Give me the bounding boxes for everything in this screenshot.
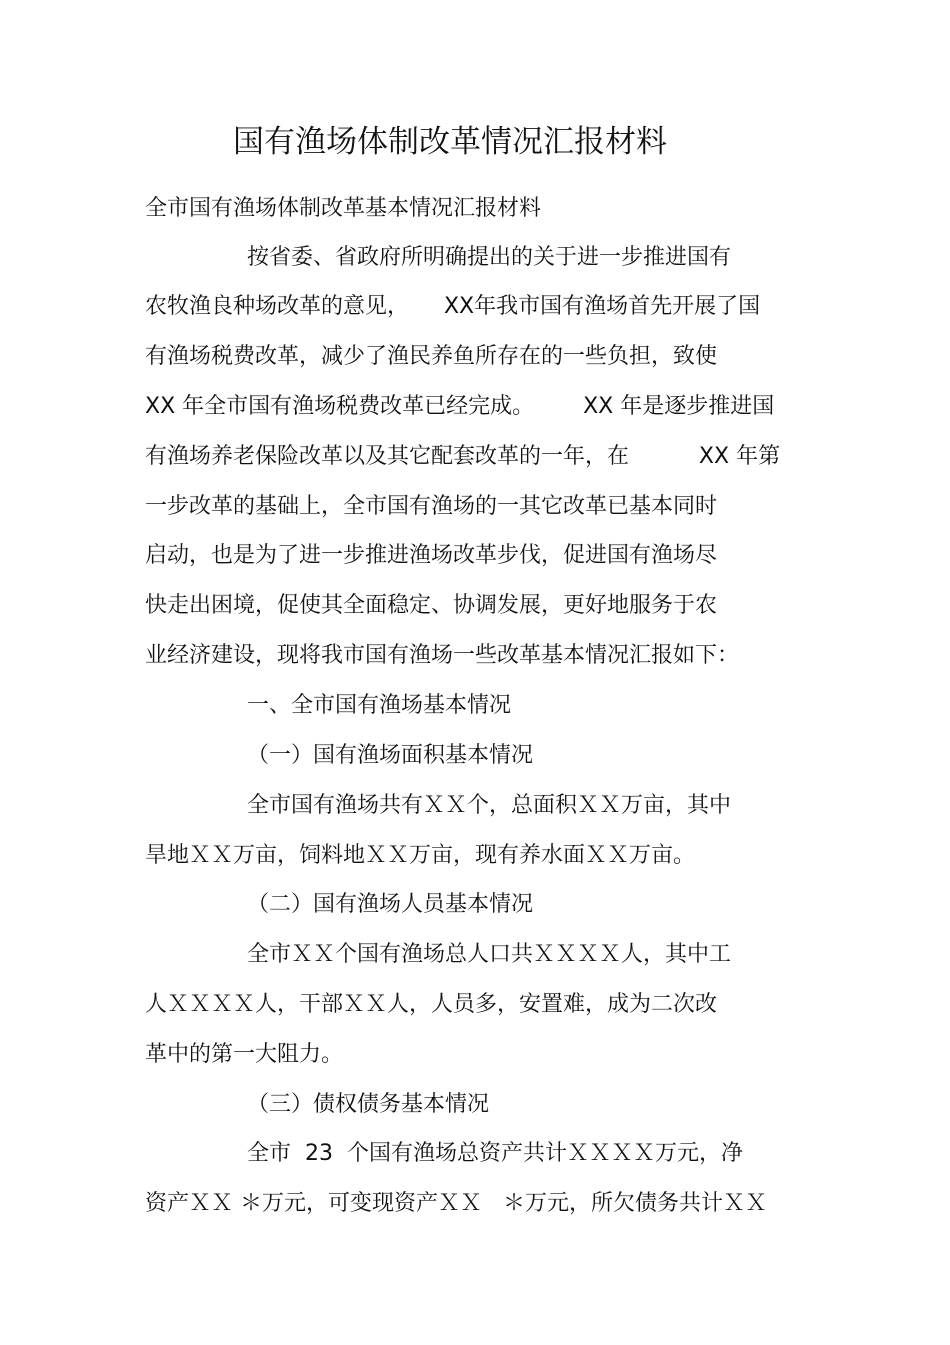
subsection-heading: （二）国有渔场人员基本情况 (247, 892, 534, 917)
paragraph-line: 启动，也是为了进一步推进渔场改革步伐，促进国有渔场尽 (145, 543, 718, 568)
paragraph-line: 农牧渔良种场改革的意见， XX年我市国有渔场首先开展了国 (145, 294, 761, 319)
paragraph-line: 资产ＸＸ ＊万元，可变现资产ＸＸ ＊万元，所欠债务共计ＸＸ (145, 1191, 767, 1216)
subsection-heading: （三）债权债务基本情况 (247, 1092, 490, 1117)
paragraph-line: 人ＸＸＸＸ人，干部ＸＸ人，人员多，安置难，成为二次改 (145, 992, 718, 1017)
paragraph-line: 快走出困境，促使其全面稳定、协调发展，更好地服务于农 (145, 593, 718, 618)
paragraph-line: 有渔场养老保险改革以及其它配套改革的一年，在 XX 年第 (145, 444, 781, 469)
document-title: 国有渔场体制改革情况汇报材料 (233, 124, 667, 160)
paragraph-line: 按省委、省政府所明确提出的关于进一步推进国有 (247, 245, 732, 270)
subtitle: 全市国有渔场体制改革基本情况汇报材料 (145, 196, 542, 221)
paragraph-line: XX 年全市国有渔场税费改革已经完成。 XX 年是逐步推进国 (145, 394, 775, 419)
paragraph-line: 全市国有渔场共有ＸＸ个，总面积ＸＸ万亩，其中 (247, 793, 732, 818)
paragraph-line: 一步改革的基础上，全市国有渔场的一其它改革已基本同时 (145, 494, 718, 519)
paragraph-line: 旱地ＸＸ万亩，饲料地ＸＸ万亩，现有养水面ＸＸ万亩。 (145, 843, 696, 868)
subsection-heading: （一）国有渔场面积基本情况 (247, 743, 534, 768)
section-heading: 一、全市国有渔场基本情况 (247, 693, 512, 718)
paragraph-line: 全市 23 个国有渔场总资产共计ＸＸＸＸ万元，净 (247, 1141, 743, 1166)
paragraph-line: 有渔场税费改革，减少了渔民养鱼所存在的一些负担，致使 (145, 344, 718, 369)
paragraph-line: 全市ＸＸ个国有渔场总人口共ＸＸＸＸ人，其中工 (247, 942, 732, 967)
paragraph-line: 革中的第一大阻力。 (145, 1042, 344, 1067)
paragraph-line: 业经济建设，现将我市国有渔场一些改革基本情况汇报如下： (145, 643, 740, 668)
